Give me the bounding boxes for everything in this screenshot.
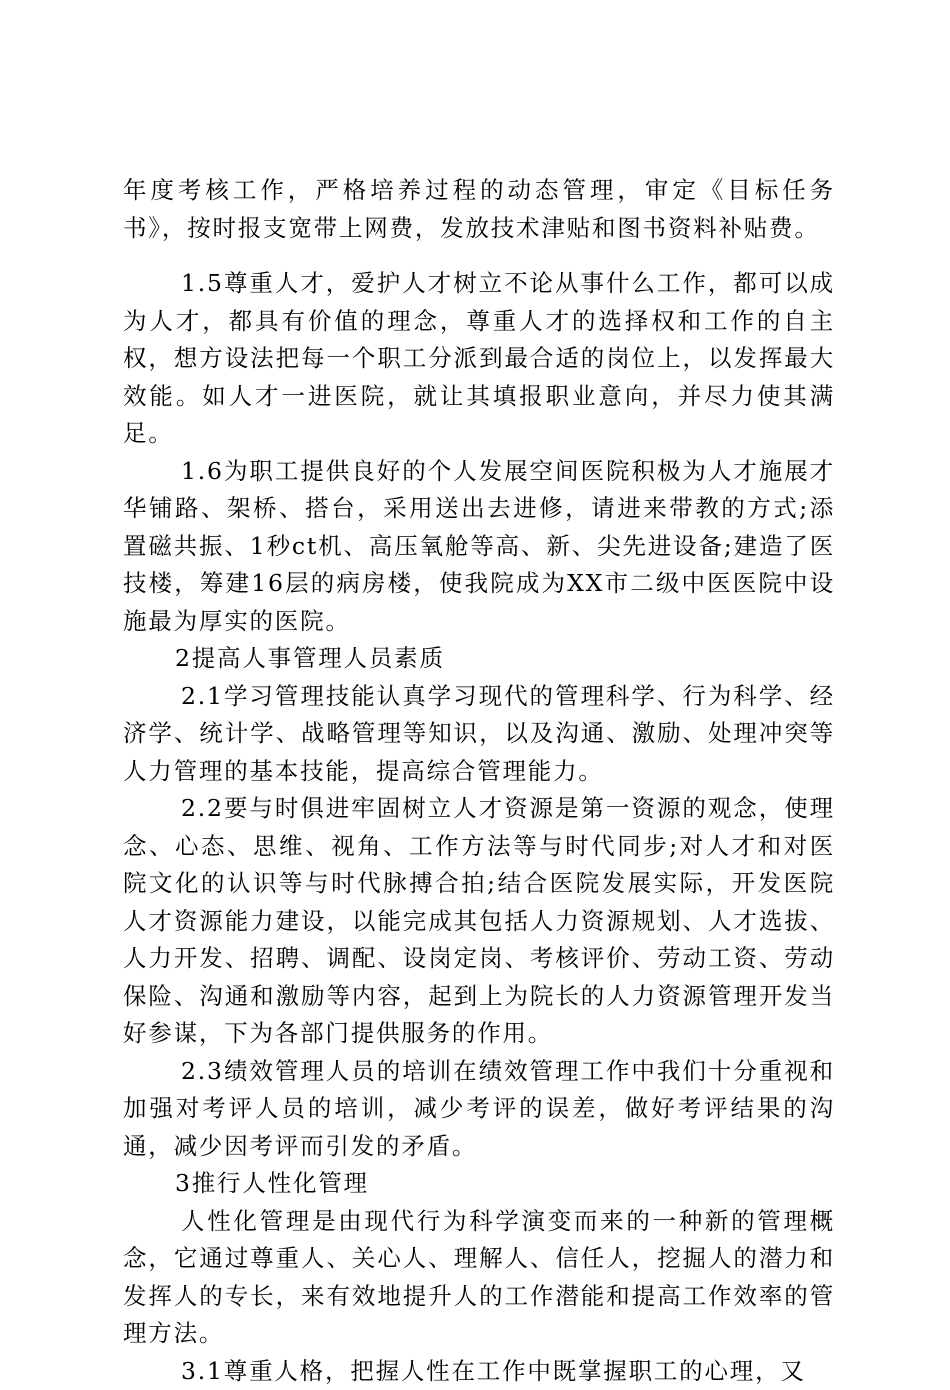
paragraph-humanized-management: 人性化管理是由现代行为科学演变而来的一种新的管理概念，它通过尊重人、关心人、理解人、信任人，挖掘人的潜力和发挥人的专长，来有效地提升人的工作潜能和提高工作效率的管理方法。: [123, 1203, 835, 1353]
paragraph-annual-assessment: 年度考核工作，严格培养过程的动态管理，审定《目标任务书》，按时报支宽带上网费，发放技术津贴和图书资料补贴费。: [123, 172, 835, 247]
paragraph-2-3-performance-training: 2.3绩效管理人员的培训在绩效管理工作中我们十分重视和加强对考评人员的培训，减少考评的误差，做好考评结果的沟通，减少因考评而引发的矛盾。: [123, 1053, 835, 1166]
paragraph-2-2-keep-pace: 2.2要与时俱进牢固树立人才资源是第一资源的观念，使理念、心态、思维、视角、工作方法等与时代同步;对人才和对医院文化的认识等与时代脉搏合拍;结合医院发展实际，开发医院人才资源能力建设，以能完成其包括人力资源规划、人才选拔、人力开发、招聘、调配、设岗定岗、考核评价、劳动工资、劳动保险、沟通和激励等内容，起到上为院长的人力资源管理开发当好参谋，下为各部门提供服务的作用。: [123, 790, 835, 1053]
paragraph-1-6-development-space: 1.6为职工提供良好的个人发展空间医院积极为人才施展才华铺路、架桥、搭台，采用送出去进修，请进来带教的方式;添置磁共振、1秒ct机、高压氧舱等高、新、尖先进设备;建造了医技楼，筹建16层的病房楼，使我院成为XX市二级中医医院中设施最为厚实的医院。: [123, 453, 835, 641]
document-body: [123, 172, 835, 1390]
section-heading-2: 2提高人事管理人员素质: [123, 640, 835, 678]
paragraph-3-1-respect-personality: 3.1尊重人格，把握人性在工作中既掌握职工的心理，又: [123, 1353, 835, 1390]
section-heading-3: 3推行人性化管理: [123, 1165, 835, 1203]
paragraph-2-1-management-skills: 2.1学习管理技能认真学习现代的管理科学、行为科学、经济学、统计学、战略管理等知识，以及沟通、激励、处理冲突等人力管理的基本技能，提高综合管理能力。: [123, 678, 835, 791]
paragraph-1-5-respect-talent: 1.5尊重人才，爱护人才树立不论从事什么工作，都可以成为人才，都具有价值的理念，尊重人才的选择权和工作的自主权，想方设法把每一个职工分派到最合适的岗位上，以发挥最大效能。如人才一进医院，就让其填报职业意向，并尽力使其满足。: [123, 265, 835, 453]
